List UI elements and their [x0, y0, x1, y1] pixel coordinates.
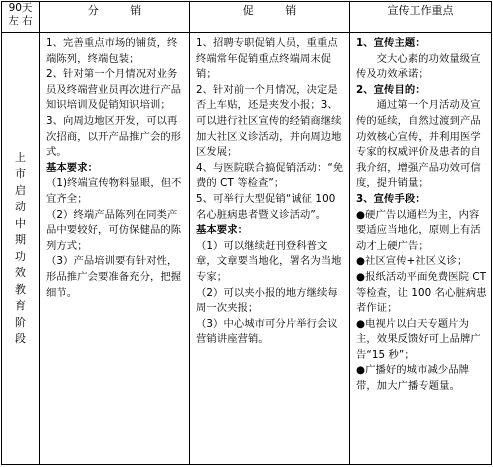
promotion-item: 5、可举行大型促销“诚征 100 名心脏病患者暨义诊活动”。 — [196, 192, 336, 221]
stage-label: 上市启动中期功效教育阶段 — [15, 150, 26, 345]
publicity-header: 宣传工作重点 — [350, 2, 492, 33]
bullet-icon: ● — [356, 255, 366, 268]
bullet-icon: ● — [356, 270, 366, 283]
stage-cell — [2, 33, 40, 465]
promotion-cell — [190, 33, 350, 465]
promotion-requirement: （2）可以夹小报的地方继续每周一次夹报； — [196, 286, 338, 315]
publicity-means-title: 3、宣传手段： — [356, 192, 426, 205]
publicity-means-item: ●硬广告以通栏为主，内容要适应当地化，原则上有活动才上硬广告； — [356, 208, 481, 252]
publicity-means-item: ●报纸活动平面免费医院 CT 等检查，让 100 名心脏病患者作证； — [356, 270, 487, 315]
distribution-requirements-title: 基本要求： — [46, 161, 98, 174]
publicity-cell — [350, 33, 492, 465]
publicity-theme-text: 交大心素的功效量级宣传及功效承诺； — [356, 52, 481, 81]
distribution-item: 1、完善重点市场的铺货，终端陈列，终端包装； — [46, 37, 178, 65]
period-approx-label: 左 右 — [8, 15, 33, 27]
distribution-requirement: （3）产品培训要有针对性，形品推广会要准备充分，把握细节。 — [46, 255, 182, 299]
header-row — [2, 2, 492, 33]
promotion-item: 4、与医院联合搞促销活动：“免费的 CT 等检查”； — [196, 161, 344, 190]
marketing-plan-table — [1, 1, 492, 465]
distribution-requirement: （1)终端宣传物料显眼，但不宜齐全； — [46, 177, 182, 205]
distribution-header: 分 销 — [40, 2, 190, 33]
publicity-goal-text: 通过第一个月活动及宣传的延续，自然过渡到产品功效核心宣传，并利用医学专家的权威评价及患者的自我介绍，增强产品功效可信度，提升销量； — [356, 99, 481, 190]
distribution-requirement: （2）终端产品陈列在同类产品中要较好，可仿保健品的陈列方式； — [46, 208, 182, 252]
promotion-requirement: （3）中心城市可分片举行会议营销讲座营销。 — [196, 317, 338, 346]
publicity-means-item: ●广播好的城市减少品牌带，加大广播专题量。 — [356, 364, 470, 393]
promotion-header: 促 销 — [190, 2, 350, 33]
stage-row — [2, 33, 492, 465]
period-label: 90天 — [8, 2, 33, 14]
promotion-requirement: （1）可以继续赶刊登科普文章，文章要当地化，署名为当地专家； — [196, 239, 342, 283]
distribution-item: 2、针对第一个月情况对业务员及终端营业员再次进行产品知识培训及促销知识培训； — [46, 68, 182, 112]
promotion-requirements-title: 基本要求： — [196, 224, 248, 237]
bullet-icon: ● — [356, 208, 366, 221]
publicity-means-item: ●电视片以白天专题片为主，效果反馈好可上品牌广告“15 秒”； — [356, 317, 481, 361]
distribution-cell — [40, 33, 190, 465]
promotion-item: 1、招聘专职促销人员，重重点终端常年促销重点终端周末促销； — [196, 37, 338, 81]
period-header — [2, 2, 40, 33]
promotion-item: 2、针对前一个月情况，决定是否上车贴，还是夹发小报；3、可以进行社区宣传的经销商继续加大社区义诊活动，并向周边地区发展； — [196, 83, 342, 159]
bullet-icon: ● — [356, 364, 366, 377]
distribution-item: 3、向周边地区开发，可以再次招商，以开产品推广会的形式。 — [46, 114, 182, 159]
bullet-icon: ● — [356, 317, 366, 330]
publicity-theme-title: 1、宣传主题： — [356, 37, 426, 49]
publicity-means-item: ●社区宣传+社区义诊； — [356, 255, 468, 268]
publicity-goal-title: 2、宣传目的： — [356, 83, 426, 96]
